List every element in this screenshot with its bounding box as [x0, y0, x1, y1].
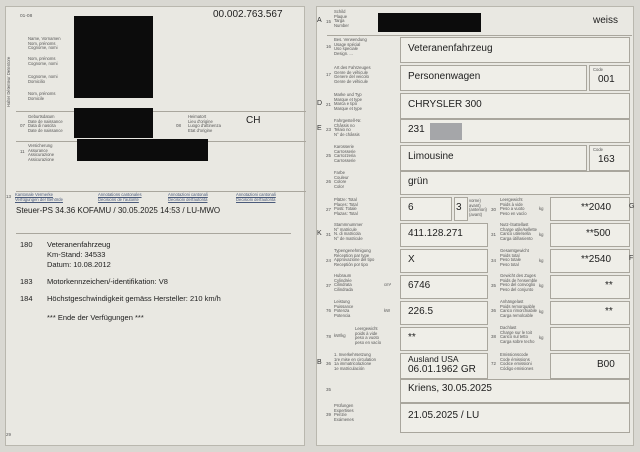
side-letter-a: A — [317, 17, 322, 24]
train-label: Gewicht des Zuges Poids de l'ensemble Peso del convoglio Peso del conjunto — [500, 273, 538, 292]
right-page — [316, 6, 634, 446]
emission-number: 72 — [491, 361, 497, 366]
power-value: 226.5 — [408, 306, 434, 317]
body-label: Karosserie Carrosserie Carrozzeria Carrosserie — [334, 144, 356, 163]
empty-number: 30 — [491, 207, 497, 212]
exam-value: 21.05.2025 / LU — [408, 410, 480, 421]
seats-label: Plätze: Total Places: Total Posti: Totale Plazas: Total — [334, 197, 358, 216]
entry-code: 183 — [20, 277, 33, 286]
entry-line: Höchstgeschwindigkeit gemäss Hersteller: 210 km/h — [47, 294, 221, 303]
redacted-holder-name — [74, 16, 153, 98]
color-box — [400, 171, 630, 195]
usage-label: Bes. Verwendung Usage spécial Uso speciale Design. ... — [334, 37, 367, 56]
redacted-birth-date — [74, 108, 153, 138]
origin-number: 08 — [176, 123, 182, 128]
cylinder-unit: cm³ — [384, 282, 391, 287]
cylinder-label: Hubraum Cylindrée Cilindrata Cilindrada — [334, 273, 353, 292]
first-reg-label: 1. Inverkehrsetzung 1re mise en circulation 1a immatricolazione 1e matriculación — [334, 352, 376, 371]
tow-label: Anhängelast Poids remorquable Carico rimorchiabile Carga remolcable — [500, 299, 538, 318]
train-value: ** — [605, 280, 613, 291]
tow-unit: kg — [539, 309, 544, 314]
side-letter-b: B — [317, 359, 322, 366]
side-letter-e: E — [317, 125, 322, 132]
plate-number: 15 — [326, 19, 332, 24]
body-value: Limousine — [408, 151, 454, 162]
payload-value: **500 — [586, 228, 611, 239]
side-letter-g: G — [629, 203, 635, 210]
serial-number: 00.002.763.567 — [213, 9, 283, 20]
train-box — [550, 275, 630, 299]
color-value: grün — [408, 176, 429, 187]
empty-value: **2040 — [581, 202, 612, 213]
form-number: 01-08 — [20, 14, 33, 19]
roof-box — [550, 327, 630, 351]
cantonal-header-de: Kantonale Vermerke Verfügungen der Behörde — [15, 192, 63, 202]
roof-number: 38 — [491, 334, 497, 339]
birth-label: Geburtsdatum Date de naissance Data di nascita Date de naissance — [28, 114, 63, 133]
gross-unit: kg — [539, 258, 544, 263]
train-unit: kg — [539, 283, 544, 288]
roof-unit: kg — [539, 335, 544, 340]
usage-value: Veteranenfahrzeug — [408, 43, 493, 54]
roof-label: Dachlast Charge sur le toit Carico sul tetto Carga sobre techo — [500, 325, 535, 344]
brand-label: Marke und Typ Marque et type Marca e tipo Marque et type — [334, 92, 362, 111]
exam-number: 39 — [326, 412, 332, 417]
cantonal-header-it: Annotazioni cantonali Decisioni dell'autorità — [168, 192, 208, 202]
entry-line: Km-Stand: 34533 — [47, 250, 106, 259]
holder-side-label: Halter Détenteur Detentore — [6, 56, 11, 107]
power-number: 76 — [326, 308, 332, 313]
payload-number: 31 — [491, 232, 497, 237]
tax-line: Steuer-PS 34.36 KOFAMU / 30.05.2025 14:53 / LU-MWO — [16, 206, 221, 215]
surname-label: Nom, prénoms Cognome, nomi — [28, 56, 58, 66]
redacted-chassis — [430, 123, 462, 140]
side-letter-k: K — [317, 230, 322, 237]
payload-label: Nutz-/Sattellast Charge utile/sellette Carico utile/sella Carga útil/asiento — [500, 222, 538, 241]
exam-label: Prüfungen Expertises Perizie Exámenes — [334, 403, 354, 422]
country-code: CH — [246, 115, 261, 126]
side-number-bottom: 29 — [6, 432, 12, 437]
body-code-label: Code — [593, 147, 604, 152]
seats-number: 27 — [326, 207, 332, 212]
cylinder-number: 37 — [326, 283, 332, 288]
power-label: Leistung Puissance Potenza Potencia — [334, 299, 354, 318]
address-label: Nom, prénoms Domicile — [28, 91, 56, 101]
gross-value: **2540 — [581, 254, 612, 265]
chassis-number: 23 — [326, 127, 332, 132]
gross-label: Gesamtgewicht Poids total Peso totale Peso total — [500, 248, 529, 267]
matricule-number: 31 — [326, 232, 332, 237]
emission-value: B00 — [597, 359, 615, 370]
entry-code: 180 — [20, 240, 33, 249]
tow-value: ** — [605, 306, 613, 317]
cylinder-value: 6746 — [408, 280, 431, 291]
kw-label: kW/kg — [334, 333, 346, 338]
kw-number: 78 — [326, 334, 332, 339]
birth-number: 07 — [20, 123, 26, 128]
kw-value: ** — [408, 332, 416, 343]
chassis-label: Fahrgestell-Nr. Châssis no Telaio no N° de châssis — [334, 118, 362, 137]
tow-number: 36 — [491, 308, 497, 313]
chassis-value: 231 — [408, 124, 425, 135]
entry-line: Motorkennzeichen/-identifikation: V8 — [47, 277, 168, 286]
color-number: 26 — [326, 179, 332, 184]
kind-code-label: Code — [593, 67, 604, 72]
first-reg-date: 06.01.1962 GR — [408, 364, 476, 375]
emission-label: Emissionscode Code émissions Codice emissioni Código emisiones — [500, 352, 534, 371]
cantonal-number: 13 — [6, 194, 12, 199]
place-number: 35 — [326, 387, 332, 392]
kind-value: Personenwagen — [408, 71, 481, 82]
firstname-label: Cognome, nomi Domicilio — [28, 74, 58, 84]
color-label: Farbe Couleur Colore Color — [334, 170, 349, 189]
cantonal-header-fr: Annotations cantonales Décisions de l'autorité — [98, 192, 142, 202]
body-code: 163 — [598, 154, 615, 165]
seats-total: 6 — [408, 202, 414, 213]
brand-value: CHRYSLER 300 — [408, 99, 482, 110]
payload-unit: kg — [539, 232, 544, 237]
plate-color: weiss — [593, 15, 619, 26]
left-page — [5, 6, 305, 446]
kind-code: 001 — [598, 74, 615, 85]
first-reg-number: 36 — [326, 361, 332, 366]
body-number: 25 — [326, 153, 332, 158]
redacted-insurance — [77, 139, 208, 161]
side-letter-f: F — [629, 255, 634, 262]
entry-end-line: *** Ende der Verfügungen *** — [47, 313, 144, 322]
kind-number: 17 — [326, 72, 332, 77]
entry-line: Veteranenfahrzeug — [47, 240, 111, 249]
name-label: Name, Vornamen Nom, prénoms Cognome, nomi — [28, 36, 61, 51]
usage-number: 16 — [326, 44, 332, 49]
matricule-value: 411.128.271 — [408, 228, 463, 239]
approval-value: X — [408, 254, 415, 265]
insurance-number: 11 — [20, 149, 25, 154]
seats-front-label: vorne) avant) (anteriori) (avant) — [469, 198, 487, 217]
redacted-plate — [378, 13, 481, 32]
approval-number: 24 — [326, 258, 332, 263]
side-letter-d: D — [317, 100, 323, 107]
emission-box — [550, 353, 630, 379]
place-value: Kriens, 30.05.2025 — [408, 383, 492, 394]
power-unit: kW — [384, 308, 391, 313]
tow-box — [550, 301, 630, 325]
matricule-label: Stammnummer N° matricule N. di matricola N° de matricule — [334, 222, 363, 241]
train-number: 35 — [491, 283, 497, 288]
gross-number: 34 — [491, 258, 497, 263]
plate-label: Schild Plaque Targa Number — [334, 9, 349, 28]
kw-sub-label: Leergewicht poids à vide peso a vuoto peso en vacío — [355, 326, 382, 345]
empty-label: Leergewicht Poids à vide Peso a vuoto Peso en vacío — [500, 197, 527, 216]
origin-label: Heimatort Lieu d'origine Luogo d'attinenza Etat d'origine — [188, 114, 221, 133]
approval-label: Typengenehmigung Réception par type Approvazione del tipo Receptión por tipo — [334, 248, 375, 267]
brand-number: 21 — [326, 102, 332, 107]
seats-front: 3 — [456, 202, 462, 213]
first-reg-origin: Ausland USA — [408, 354, 459, 364]
entry-line: Datum: 10.08.2012 — [47, 260, 111, 269]
kind-label: Art des Fahrzeuges Genre de véhicule Genere del veicolo Genre de véhicule — [334, 65, 371, 84]
entry-code: 184 — [20, 294, 33, 303]
empty-unit: kg — [539, 206, 544, 211]
cantonal-header-rm: Annotazioni cantonali Decisioni dell'autorità — [236, 192, 276, 202]
insurance-label: Versicherung Assurance Assicurazione Assicurazione — [28, 143, 55, 162]
